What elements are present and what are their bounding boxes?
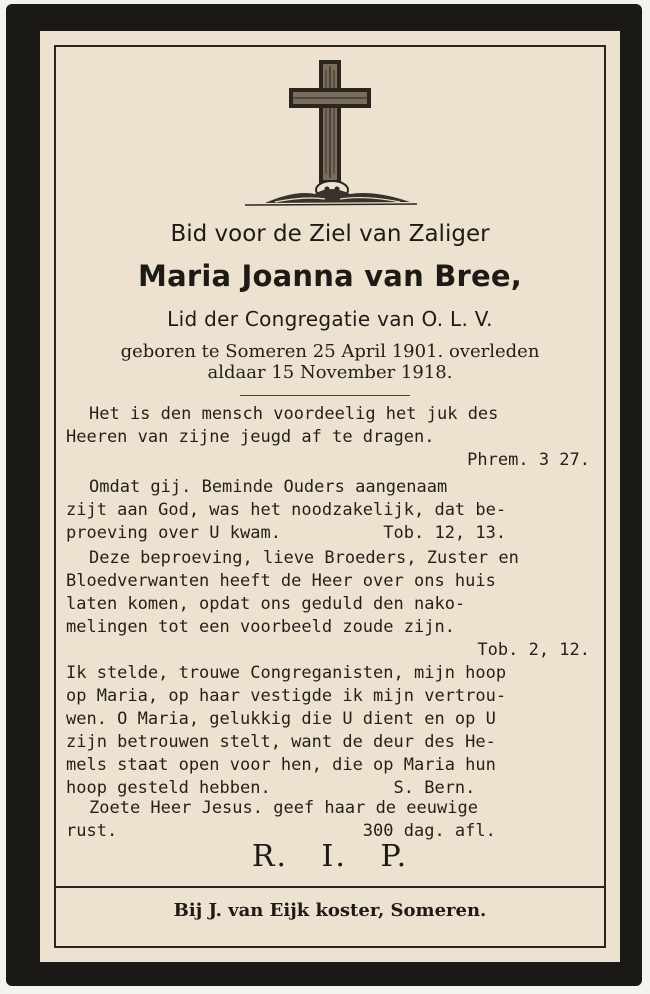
birth-line: geboren te Someren 25 April 1901. overleden xyxy=(120,341,540,362)
deceased-name: Maria Joanna van Bree, xyxy=(138,259,522,293)
card-paper xyxy=(40,31,620,962)
verse-line: zijt aan God, was het noodzakelijk, dat be- xyxy=(66,500,507,520)
congregation-line: Lid der Congregatie van O. L. V. xyxy=(167,307,493,331)
verse-line: Het is den mensch voordeelig het juk des xyxy=(89,404,499,424)
verse-reference: Tob. 2, 12. xyxy=(477,640,590,660)
verse-reference: Phrem. 3 27. xyxy=(467,450,590,470)
verse-line: wen. O Maria, gelukkig die U dient en op U xyxy=(66,709,496,729)
verse-line: Heeren van zijne jeugd af te dragen. xyxy=(66,427,435,447)
verse-line: Omdat gij. Beminde Ouders aangenaam xyxy=(89,477,448,497)
rip-text: R. I. P. xyxy=(251,839,409,874)
mourning-card xyxy=(6,4,642,986)
verse-block xyxy=(66,662,590,800)
verse-line: mels staat open voor hen, die op Maria hun xyxy=(66,755,496,775)
verse-line: Deze beproeving, lieve Broeders, Zuster en xyxy=(89,548,519,568)
verse-line: op Maria, op haar vestigde ik mijn vertrou- xyxy=(66,686,507,706)
verse-line: Ik stelde, trouwe Congreganisten, mijn hoop xyxy=(66,663,507,683)
verse-line: laten komen, opdat ons geduld den nako- xyxy=(66,594,466,614)
short-divider xyxy=(240,395,410,396)
verse-line: hoop gesteld hebben. S. Bern. xyxy=(66,778,476,798)
verse-line: proeving over U kwam. Tob. 12, 13. xyxy=(66,523,507,543)
verse-block xyxy=(66,403,590,472)
verse-block xyxy=(66,547,590,662)
prayer-line: Bid voor de Ziel van Zaliger xyxy=(170,221,490,247)
verse-line: rust. 300 dag. afl. xyxy=(66,821,496,841)
birth-death-text xyxy=(70,341,590,383)
verse-block xyxy=(66,476,590,545)
verse-line: Bloedverwanten heeft de Heer over ons huis xyxy=(66,571,496,591)
cross-icon xyxy=(235,56,425,206)
printer-credit: Bij J. van Eijk koster, Someren. xyxy=(173,900,487,921)
death-line: aldaar 15 November 1918. xyxy=(207,362,453,383)
cross-illustration xyxy=(40,56,620,206)
verse-block xyxy=(66,797,590,843)
verse-line: melingen tot een voorbeeld zoude zijn. xyxy=(66,617,455,637)
verse-line: Zoete Heer Jesus. geef haar de eeuwige xyxy=(89,798,478,818)
footer-divider xyxy=(54,886,606,888)
verse-line: zijn betrouwen stelt, want de deur des He- xyxy=(66,732,496,752)
